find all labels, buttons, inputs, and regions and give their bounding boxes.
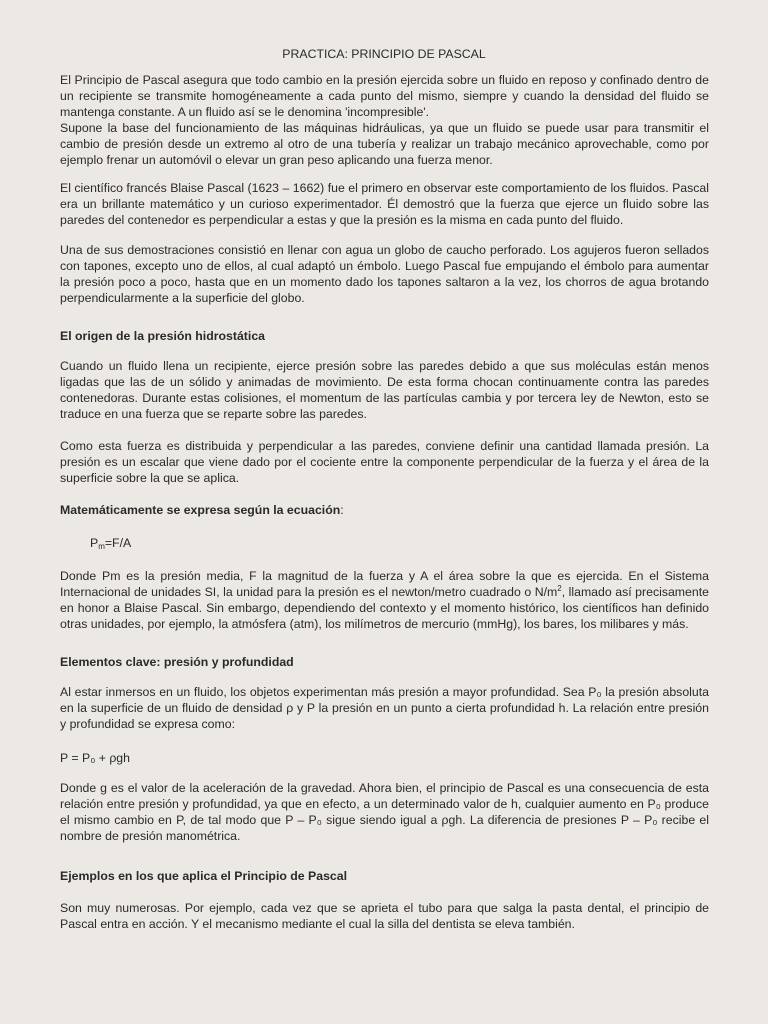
origen-paragraph-2: Como esta fuerza es distribuida y perpendicular a las paredes, conviene definir una cantidad llamada presión. La presión es un escalar que viene dado por el cociente entre la componente perpendicular de la fuerza y el área de la superficie sobre la que se aplica. [60, 439, 709, 485]
equation-mean-pressure [90, 535, 131, 551]
pascal-paragraph: El científico francés Blaise Pascal (1623 – 1662) fue el primero en observar este comportamiento de los fluidos. Pascal era un brillante matemático y un curioso experimentador. Él demostró que la fuerza que ejerce un fluido sobre las paredes del contenedor es perpendicular a estas y que la presión es la misma en cada punto del fluido. [60, 181, 709, 227]
gravity-paragraph: Donde g es el valor de la aceleración de la gravedad. Ahora bien, el principio de Pascal es una consecuencia de esta relación entre presión y profundidad, ya que en efecto, a un determinado valor de h, cualquier aumento en P₀ produce el mismo cambio en P, de tal modo que P – P₀ sigue siendo igual a ρgh. La diferencia de presiones P – P₀ recibe el nombre de presión manométrica. [60, 781, 709, 843]
elementos-paragraph: Al estar inmersos en un fluido, los objetos experimentan más presión a mayor profundidad. Sea P₀ la presión absoluta en la superficie de un fluido de densidad ρ y P la presión en un punto a cierta profundidad h. La relación entre presión y profundidad se expresa como: [60, 685, 709, 731]
ejemplos-paragraph: Son muy numerosas. Por ejemplo, cada vez que se aprieta el tubo para que salga la pasta dental, el principio de Pascal entra en acción. Y el mecanismo mediante el cual la silla del dentista se eleva también. [60, 901, 709, 931]
equation-p: P [90, 536, 99, 550]
document-title: PRACTICA: PRINCIPIO DE PASCAL [282, 47, 486, 61]
equation-subscript-m: m [98, 542, 105, 551]
equation-depth: P = P₀ + ρgh [60, 751, 130, 765]
intro-paragraph-1: El Principio de Pascal asegura que todo cambio en la presión ejercida sobre un fluido en reposo y confinado dentro de un recipiente se transmite homogéneamente a cada punto del mismo, siempre y cuando la densidad del fluido se mantenga constante. A un fluido así se le denomina 'incompresible'. [60, 73, 709, 119]
donde-paragraph [60, 568, 709, 632]
heading-origen: El origen de la presión hidrostática [60, 329, 265, 343]
heading-matematicamente [60, 502, 344, 518]
donde-text-b: , llamado así precisamente en honor a Blaise Pascal. Sin embargo, dependiendo del contexto y el momento histórico, los científicos han definido otras unidades, por ejemplo, la atmósfera (atm), los milímetros de mercurio (mmHg), los bares, los milibares y más. [60, 585, 709, 631]
donde-text-a: Donde Pm es la presión media, F la magnitud de la fuerza y A el área sobre la que es ejercida. En el Sistema Internacional de unidades SI, la unidad para la presión es el newton/metro cuadrado o N/m [60, 569, 709, 599]
intro-paragraph-2: Supone la base del funcionamiento de las máquinas hidráulicas, ya que un fluido se puede usar para transmitir el cambio de presión desde un extremo al otro de una tubería y realizar un trabajo mecánico aprovechable, como por ejemplo frenar un automóvil o elevar un gran peso aplicando una fuerza menor. [60, 121, 709, 167]
heading-matematicamente-text: Matemáticamente se expresa según la ecuación [60, 503, 341, 517]
equation-rest: =F/A [104, 536, 132, 550]
heading-elementos: Elementos clave: presión y profundidad [60, 655, 294, 669]
demonstration-paragraph: Una de sus demostraciones consistió en llenar con agua un globo de caucho perforado. Los agujeros fueron sellados con tapones, excepto uno de ellos, al cual adaptó un émbolo. Luego Pascal fue empujando el émbolo para aumentar la presión poco a poco, hasta que en un momento dado los tapones saltaron a la vez, los chorros de agua brotando perpendicularmente a la superficie del globo. [60, 243, 709, 305]
heading-matematicamente-colon: : [340, 503, 344, 517]
origen-paragraph-1: Cuando un fluido llena un recipiente, ejerce presión sobre las paredes debido a que sus moléculas están menos ligadas que las de un sólido y animadas de movimiento. De esta forma chocan continuamente contra las paredes contenedoras. Durante estas colisiones, el momentum de las partículas cambia y por tercera ley de Newton, esto se traduce en una fuerza que se reparte sobre las paredes. [60, 359, 709, 421]
donde-superscript: 2 [557, 584, 562, 593]
heading-ejemplos: Ejemplos en los que aplica el Principio de Pascal [60, 869, 348, 883]
